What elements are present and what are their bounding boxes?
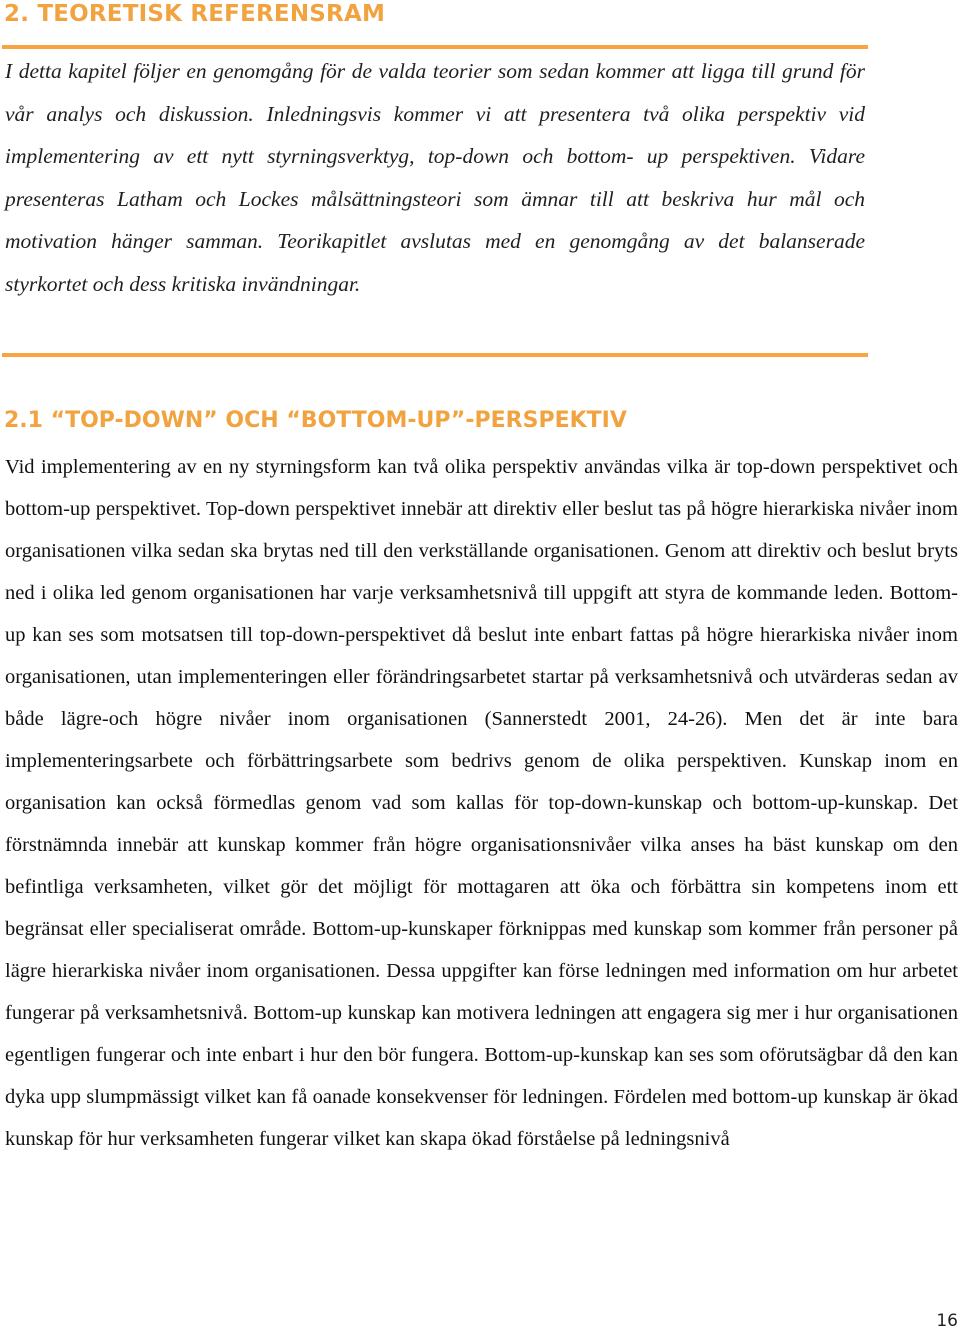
section-body: Vid implementering av en ny styrningsform kan två olika perspektiv användas vilka är top-down perspektivet och bottom-up perspektivet. Top-down perspektivet innebär att direktiv eller beslut tas på högre hierarkiska nivåer inom organisationen vilka sedan ska brytas ned till den verkställande organisationen. Genom att direktiv och beslut bryts ned i olika led genom organisationen har varje verksamhetsnivå till uppgift att styra de kommande leden. Bottom-up kan ses som motsatsen till top-down-perspektivet då beslut inte enbart fattas på högre hierarkiska nivåer inom organisationen, utan implementeringen eller förändringsarbetet startar på verksamhetsnivå och utvärderas sedan av både lägre-och högre nivåer inom organisationen (Sannerstedt 2001, 24-26). Men det är inte bara implementeringsarbete och förbättringsarbete som bedrivs genom de olika perspektiven. Kunskap inom en organisation kan också förmedlas genom vad som kallas för top-down-kunskap och bottom-up-kunskap. Det förstnämnda innebär att kunskap kommer från högre organisationsnivåer vilka anses ha bäst kunskap om den befintliga verksamheten, vilket gör det möjligt för mottagaren att öka och förbättra sin kompetens inom ett begränsat eller specialiserat område. Bottom-up-kunskaper förknippas med kunskap som kommer från personer på lägre hierarkiska nivåer inom organisationen. Dessa uppgifter kan förse ledningen med information om hur arbetet fungerar på verksamhetsnivå. Bottom-up kunskap kan motivera ledningen att engagera sig mer i hur organisationen egentligen fungerar och inte enbart i hur den bör fungera. Bottom-up-kunskap kan ses som oförutsägbar då den kan dyka upp slumpmässigt vilket kan få oanade konsekvenser för ledningen. Fördelen med bottom-up kunskap är ökad kunskap för hur verksamheten fungerar vilket kan skapa ökad förståelse på ledningsnivå (5, 456, 958, 1150)
chapter-intro: I detta kapitel följer en genomgång för de valda teorier som sedan kommer att ligga till grund för vår analys och diskussion. Inledningsvis kommer vi att presentera två olika perspektiv vid implementering av ett nytt styrningsverktyg, top-down och bottom- up perspektiven. Vidare presenteras Latham och Lockes målsättningsteori som ämnar till att beskriva hur mål och motivation hänger samman. Teorikapitlet avslutas med en genomgång av det balanserade styrkortet och dess kritiska invändningar. (5, 59, 865, 296)
section-title: 2.1 “TOP-DOWN” OCH “BOTTOM-UP”-PERSPEKTIV (4, 408, 627, 433)
page-number: 16 (936, 1311, 958, 1331)
chapter-title: 2. TEORETISK REFERENSRAM (4, 1, 386, 27)
intro-top-rule (2, 45, 868, 49)
intro-bottom-rule (2, 353, 868, 357)
